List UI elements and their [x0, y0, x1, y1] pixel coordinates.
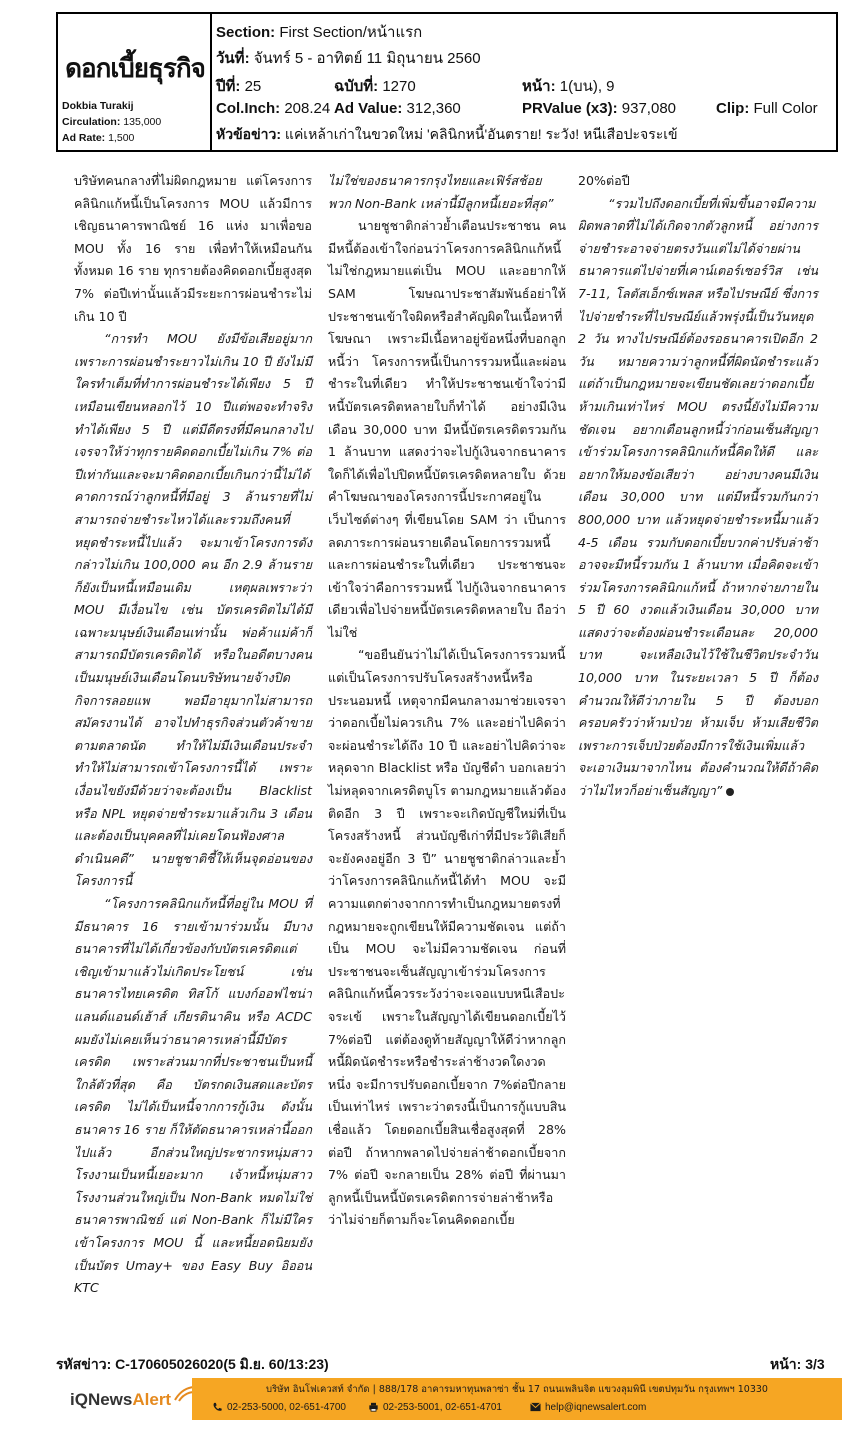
company-address: บริษัท อินโฟเควสท์ จำกัด | 888/178 อาคารมหาทุนพลาซ่า ชั้น 17 ถนนเพลินจิต แขวงลุมพินี เขตปทุมวัน กรุงเทพฯ 10330: [266, 1384, 768, 1395]
quote-paragraph: “ขอยืนยันว่าไม่ได้เป็นโครงการรวมหนี้ แต่เป็นโครงการปรับโครงสร้างหนี้หรือประนอมหนี้ เหตุจากมีคนกลางมาช่วยเจรจาว่าดอกเบี้ยไม่ควรเกิน 7% และอย่าไปคิดว่าจะผ่อนชำระได้ถึง 10 ปี และอย่าไปคิดว่าจะหลุดจาก Blacklist หรือ บัญชีดำ บอกเลยว่าไม่หลุดจากเครดิตบูโร ตามกฎหมายแล้วต้องติดอีก 3 ปี เพราะจะเกิดบัญชีใหม่ที่เป็นโครงสร้างหนี้ ส่วนบัญชีเก่าที่มีประวัติเสียก็จะยังคงอยู่อีก 3 ปี” นายชูชาติกล่าวและย้ำว่าโครงการคลินิกแก้หนี้ได้ทำ MOU จะมีความแตกต่างจากการทำเป็นกฎหมายตรงที่ กฎหมายจะถูกเขียนให้มีความชัดเจน แต่ถ้าเป็น MOU จะไม่มีความชัดเจน ก่อนที่ประชาชนจะเซ็นสัญญาเข้าร่วมโครงการคลินิกแก้หนี้ควรระวังว่าจะเจอแบบหนีเสือปะจระเข้ เพราะในสัญญาได้เขียนดอกเบี้ยไว้ 7%ต่อปี แต่ต้องดูท้ายสัญญาให้ดีว่าหากลูกหนี้ผิดนัดชำระหรือชำระล่าช้างวดใดงวดหนึ่ง จะมีการปรับดอกเบี้ยจาก 7%ต่อปีกลายเป็นเท่าไหร่ เพราะว่าตรงนี้เป็นการกู้แบบสินเชื่อแล้ว โดยดอกเบี้ยสินเชื่อสูงสุดที่ 28% ต่อปี ถ้าหากพลาดไปจ่ายล่าช้าดอกเบี้ยจาก 7% ต่อปี จะกลายเป็น 28% ต่อปี ที่ผ่านมาลูกหนี้เป็นหนี้บัตรเครดิตการจ่ายล่าช้าหรือว่าไม่จ่ายก็ตามก็จะโดนคิดดอกเบี้ย: [328, 647, 566, 1228]
publication-logo: ดอกเบี้ยธุรกิจ: [65, 54, 205, 84]
clipping-meta: Section: First Section/หน้าแรก วันที่: จันทร์ 5 - อาทิตย์ 11 มิถุนายน 2560 ปีที่: 25 ฉบับที่: 1270 หน้า: 1(บน), 9 Col.Inch: 208.24 Ad Value: 312,360 PRValue (x3): 937,080 Clip: Full Color หัวข้อข่าว: แค่เหล้าเก่าในขวดใหม่ 'คลินิกหนี้'อันตราย! ระวัง! หนีเสือปะจระเข้: [216, 18, 830, 146]
quote-paragraph: “รวมไปถึงดอกเบี้ยที่เพิ่มขึ้นอาจมีความผิดพลาดที่ไม่ได้เกิดจากตัวลูกหนี้ อย่างการจ่ายชำระอาจจ่ายตรงวันแต่ไม่ได้จ่ายผ่านธนาคารแต่ไปจ่ายที่เคาน์เตอร์เซอร์วิส เช่น 7-11, โลตัสเอ็กซ์เพลส หรือไปรษณีย์ ซึ่งการไปจ่ายชำระที่ไปรษณีย์แล้วพรุ่งนี้เป็นวันหยุด 2 วัน ทางไปรษณีย์ต้องรอธนาคารเปิดอีก 2 วัน หมายความว่าลูกหนี้ที่ผิดนัดชำระแล้ว แต่ถ้าเป็นกฎหมายจะเขียนชัดเลยว่าดอกเบี้ยห้ามเกินเท่าไหร่ MOU ตรงนี้ยังไม่มีความชัดเจน อยากเตือนลูกหนี้ว่าก่อนเซ็นสัญญาเข้าร่วมโครงการคลินิกแก้หนี้คิดให้ดี และอยากให้มองข้อเสียว่า อย่างบางคนมีเงินเดือน 30,000 บาท แต่มีหนี้รวมกันกว่า 800,000 บาท แล้วหยุดจ่ายชำระหนี้มาแล้ว 4-5 เดือน รวมกับดอกเบี้ยบวกค่าปรับล่าช้า อาจจะมีหนี้รวมกัน 1 ล้านบาท เมื่อคิดจะเข้าร่วมโครงการคลินิกแก้หนี้ ถ้าหากจ่ายภายใน 5 ปี 60 งวดแล้วเงินเดือน 30,000 บาท แสดงว่าจะต้องผ่อนชำระเดือนละ 20,000 บาท จะเหลือเงินไว้ใช้ในชีวิตประจำวัน 10,000 บาท ในระยะเวลา 5 ปี ก็ต้องคำนวณให้ดีว่าภายใน 5 ปี ต้องบอกครอบครัวว่าห้ามป่วย ห้ามเจ็บ ห้ามเสียชีวิต เพราะการเจ็บป่วยต้องมีการใช้เงินเพิ่มแล้วจะเอาเงินมาจากไหน ต้องคำนวณให้ดีถ้าคิดว่าไม่ไหวก็อย่าเซ็นสัญญา”: [578, 195, 818, 799]
headline: แค่เหล้าเก่าในขวดใหม่ 'คลินิกหนี้'อันตราย! ระวัง! หนีเสือปะจระเข้: [284, 126, 678, 142]
circulation: Circulation: 135,000: [62, 116, 162, 128]
fax-icon: [368, 1402, 379, 1412]
contact-bar: [192, 1378, 842, 1420]
clipping-header: [56, 12, 838, 152]
paragraph: บริษัทคนกลางที่ไม่ผิดกฎหมาย แต่โครงการคลินิกแก้หนี้เป็นโครงการ MOU แล้วมีการเชิญธนาคารพาณิชย์ 16 แห่ง มาเพื่อขอ MOU ทั้ง 16 ราย เพื่อทำให้เหมือนกันทั้งหมด 16 ราย ทุกรายต้องคิดดอกเบี้ยสูงสุด 7% ต่อปีเท่านั้นแล้วมีระยะการผ่อนชำระไม่เกิน 10 ปี: [74, 173, 312, 324]
paragraph: 20%ต่อปี: [578, 173, 630, 188]
iqnewsalert-logo: iQNewsAlert: [62, 1382, 192, 1422]
paragraph: นายชูชาติกล่าวย้ำเตือนประชาชน คนมีหนี้ต้องเข้าใจก่อนว่าโครงการคลินิกแก้หนี้ไม่ใช่กฎหมายแต่เป็น MOU และอยากให้ SAM โฆษณาประชาสัมพันธ์อย่าให้ประชาชนเข้าใจผิดหรือสำคัญผิดในเนื้อหาที่โฆษณา เพราะมีเนื้อหาอยู่ข้อหนึ่งที่บอกลูกหนี้ว่า โครงการหนี้เป็นการรวมหนี้และผ่อนชำระในที่เดียว ทำให้ประชาชนเข้าใจว่ามีหนี้บัตรเครดิตหลายใบก็ทำได้ อย่างมีเงินเดือน 30,000 บาท มีหนี้บัตรเครดิตรวมกัน 1 ล้านบาท แสดงว่าจะไปกู้เงินจากธนาคารใดก็ได้เพื่อไปปิดหนี้บัตรเครดิตหลายใบ ด้วยคำโฆษณาของโครงการนี้ประกาศอยู่ในเว็บไซต์ต่างๆ ที่เขียนโดย SAM ว่า เป็นการลดภาระการผ่อนรายเดือนโดยการรวมหนี้และการผ่อนชำระในที่เดียว ประชาชนจะเข้าใจว่าคือการรวมหนี้ ไปกู้เงินจากธนาคารเดียวเพื่อไปจ่ายหนี้บัตรเครดิตหลายใบ ถือว่าไม่ใช่: [328, 218, 566, 640]
ad-rate: Ad Rate: 1,500: [62, 132, 135, 144]
email-icon: [530, 1402, 541, 1412]
article-column-3: [578, 170, 818, 803]
publication-block: [58, 14, 212, 150]
publication-en-name: Dokbia Turakij: [62, 100, 134, 112]
fax-contact: 02-253-5001, 02-651-4701: [368, 1402, 502, 1413]
section-row: Section: First Section/หน้าแรก: [216, 24, 423, 41]
quote-paragraph: “โครงการคลินิกแก้หนี้ที่อยู่ใน MOU ที่มีธนาคาร 16 รายเข้ามาร่วมนั้น มีบางธนาคารที่ไม่ได้เกี่ยวข้องกับบัตรเครดิตแต่เชิญเข้ามาแล้วไม่เกิดประโยชน์ เช่น ธนาคารไทยเครดิต ทิสโก้ แบงก์ออฟไชน่า แลนด์แอนด์เฮ้าส์ เกียรตินาคิน หรือ ACDC ผมยังไม่เคยเห็นว่าธนาคารเหล่านี้มีบัตรเครดิต เพราะส่วนมากที่ประชาชนเป็นหนี้ใกล้ตัวที่สุด คือ บัตรกดเงินสดและบัตรเครดิต ไม่ได้เป็นหนี้จากการกู้เงิน ดังนั้น ธนาคาร 16 ราย ก็ให้ตัดธนาคารเหล่านี้ออกไปแล้ว อีกส่วนใหญ่ประชากรหนุ่มสาวโรงงานเป็นหนี้เยอะมาก เจ้าหนี้หนุ่มสาวโรงงานส่วนใหญ่เป็น Non-Bank หมดไม่ใช่ธนาคารพาณิชย์ แต่ Non-Bank ก็ไม่มีใครเข้าโครงการ MOU นี้ และหนี้ยอดนิยมยังเป็นบัตร Umay+ ของ Easy Buy อิออน KTC: [74, 896, 312, 1296]
news-code: รหัสข่าว: C-170605026020(5 มิ.ย. 60/13:23): [56, 1356, 329, 1372]
end-mark-icon: [726, 788, 734, 796]
page-number: หน้า: 3/3: [770, 1356, 825, 1372]
email-contact[interactable]: help@iqnewsalert.com: [530, 1402, 646, 1413]
date-row: วันที่: จันทร์ 5 - อาทิตย์ 11 มิถุนายน 2560: [216, 50, 481, 67]
phone-contact: 02-253-5000, 02-651-4700: [212, 1402, 346, 1413]
quote-paragraph: ไม่ใช่ของธนาคารกรุงไทยและเฟิร์สช้อย พวก Non-Bank เหล่านี้มีลูกหนี้เยอะที่สุด”: [328, 173, 554, 211]
headline-row: หัวข้อข่าว: แค่เหล้าเก่าในขวดใหม่ 'คลินิกหนี้'อันตราย! ระวัง! หนีเสือปะจระเข้: [216, 126, 678, 142]
article-column-1: [74, 170, 312, 1300]
quote-paragraph: “การทำ MOU ยังมีข้อเสียอยู่มาก เพราะการผ่อนชำระยาวไม่เกิน 10 ปี ยังไม่มีใครทำเต็มที่ทำการผ่อนชำระได้เพียง 5 ปี เหมือนเขียนหลอกไว้ 10 ปีแต่พอจะทำจริงทำได้เพียง 5 ปี แต่มีดีตรงที่มีคนกลางไปเจรจาให้ว่าทุกรายคิดดอกเบี้ยไม่เกิน 7% ต่อปีเท่ากันและจะมาคิดดอกเบี้ยเกินกว่านี้ไม่ได้ คาดการณ์ว่าลูกหนี้ที่มีอยู่ 3 ล้านรายที่ไม่สามารถจ่ายชำระไหวได้และรวมถึงคนที่หยุดชำระหนี้ไปแล้ว จะมาเข้าโครงการดังกล่าวไม่เกิน 100,000 คน อีก 2.9 ล้านราย ก็ยังเป็นหนี้เหมือนเดิม เหตุผลเพราะว่า MOU มีเงื่อนไข เช่น บัตรเครดิตไม่ได้มีเฉพาะมนุษย์เงินเดือนเท่านั้น พ่อค้าแม่ค้าก็สามารถมีบัตรเครดิตได้ หรือในอดีตบางคนเป็นมนุษย์เงินเดือนโดนบริษัทนายจ้างปิดกิจการลอยแพ พอมีอายุมากไม่สามารถสมัครงานได้ อาจไปทำธุรกิจส่วนตัวค้าขายตามตลาดนัด ทำให้ไม่มีเงินเดือนประจำทำให้ไม่สามารถเข้าโครงการนี้ได้ เพราะเงื่อนไขยังมีด้วยว่าจะต้องเป็น Blacklist หรือ NPL หยุดจ่ายชำระมาแล้วเกิน 3 เดือน และต้องเป็นบุคคลที่ไม่เคยโดนฟ้องศาลดำเนินคดี” นายชูชาติชี้ให้เห็นจุดอ่อนของโครงการนี้: [74, 331, 312, 889]
phone-icon: [212, 1402, 223, 1412]
article-column-2: [328, 170, 566, 1232]
